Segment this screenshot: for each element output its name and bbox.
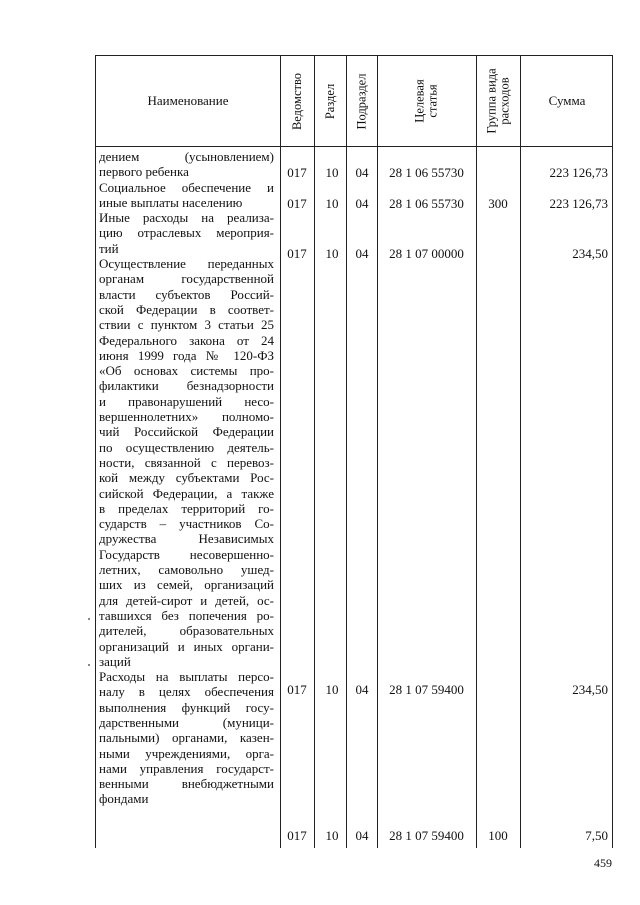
row5-razdel: 10 [325, 828, 339, 843]
name-line: иные выплаты населению [99, 194, 243, 210]
row5-celevaya: 28 1 07 59400 [389, 828, 464, 843]
table-left-border [95, 55, 96, 848]
row4-razdel: 10 [325, 682, 339, 697]
name-line: тий [99, 240, 119, 256]
header-name-label: Наименование [147, 93, 229, 108]
page-number: 459 [594, 856, 612, 870]
table-right-border [612, 55, 613, 848]
header-vedomstvo-label: Ведомство [290, 72, 304, 130]
name-line: Социальное обеспечение и [99, 179, 274, 195]
row3-summa: 234,50 [572, 246, 608, 261]
col-divider-name [280, 55, 281, 848]
row2-podrazdel: 04 [355, 196, 369, 211]
name-line: и правонарушений несо- [99, 393, 274, 409]
row5-summa: 7,50 [585, 828, 608, 843]
name-line: дением (усыновлением) [99, 149, 274, 164]
row2-celevaya: 28 1 06 55730 [389, 196, 464, 211]
name-line: выполнения функций госу- [99, 699, 274, 715]
name-line: организаций и иных органи- [99, 638, 274, 654]
col-divider-pod [377, 55, 378, 848]
name-line: в пределах территорий го- [99, 500, 274, 516]
scan-speck [88, 664, 90, 666]
name-line: Федерального закона от 24 [99, 332, 274, 348]
row3-razdel: 10 [325, 246, 339, 261]
row5-podrazdel: 04 [355, 828, 369, 843]
name-line: Государств несовершенно- [99, 546, 274, 562]
name-line: для детей-сирот и детей, ос- [99, 592, 274, 608]
row2-gruppa: 300 [488, 196, 508, 211]
col-divider-cel [476, 55, 477, 848]
name-line: Иные расходы на реализа- [99, 210, 274, 226]
name-line: цию отраслевых мероприя- [99, 225, 274, 241]
row4-podrazdel: 04 [355, 682, 369, 697]
header-summa [522, 56, 612, 146]
name-line: венными внебюджетными [99, 776, 274, 792]
col-divider-ved [314, 55, 315, 848]
header-podrazdel-label: Подраздел [354, 73, 369, 129]
name-line: дителей, образовательных [99, 623, 274, 639]
name-line: сийской Федерации, а также [99, 485, 274, 501]
name-line: нами управления государст- [99, 760, 274, 776]
header-celevaya-line2: статья [426, 84, 440, 118]
header-podrazdel [347, 56, 377, 146]
row4-summa: 234,50 [572, 682, 608, 697]
name-line: по осуществлению деятель- [99, 439, 274, 455]
name-line: вершеннолетних» полномо- [99, 409, 274, 425]
row5-vedomstvo: 017 [287, 828, 307, 843]
header-summa-label: Сумма [548, 93, 586, 108]
scan-speck [88, 618, 90, 620]
name-line: органам государственной [99, 271, 274, 287]
name-line: ствии с пунктом 3 статьи 25 [99, 317, 274, 333]
row1-celevaya: 28 1 06 55730 [389, 165, 464, 180]
row1-summa: 223 126,73 [549, 165, 608, 180]
name-line: летних, самовольно ушед- [99, 562, 274, 578]
row1-razdel: 10 [325, 165, 339, 180]
name-line: филактики безнадзорности [99, 378, 274, 394]
row1-podrazdel: 04 [355, 165, 369, 180]
name-line: «Об основах системы про- [99, 363, 274, 379]
header-gruppa-line1: Группа вида [484, 68, 499, 134]
name-line: пальными) органами, казен- [99, 730, 274, 746]
name-line: ности, связанной с перевоз- [99, 454, 274, 470]
header-gruppa-text [486, 68, 512, 133]
name-line: первого ребенка [99, 164, 189, 180]
header-gruppa-line2: расходов [497, 77, 512, 125]
name-line: дарственными (муници- [99, 714, 274, 730]
name-line: ших из семей, организаций [99, 577, 274, 593]
row2-vedomstvo: 017 [287, 196, 307, 211]
name-line: Осуществление переданных [99, 256, 274, 272]
header-celevaya-text [414, 79, 440, 122]
name-line: чий Российской Федерации [99, 424, 274, 440]
name-line: заций [99, 653, 131, 669]
row3-celevaya: 28 1 07 00000 [389, 246, 464, 261]
name-line: июня 1999 года № 120-ФЗ [99, 347, 274, 363]
header-razdel [315, 56, 346, 146]
name-line: налу в целях обеспечения [99, 684, 274, 700]
row4-celevaya: 28 1 07 59400 [389, 682, 464, 697]
header-gruppa [477, 56, 520, 146]
header-name [96, 56, 280, 146]
name-line: дружества Независимых [99, 531, 274, 547]
name-line: фондами [99, 791, 149, 807]
name-line: власти субъектов Россий- [99, 286, 274, 302]
header-vedomstvo [281, 56, 314, 146]
name-line: Расходы на выплаты персо- [99, 669, 274, 685]
name-line: ными учреждениями, орга- [99, 745, 274, 761]
header-bottom-border [95, 146, 613, 147]
name-line: сударств – участников Со- [99, 516, 274, 532]
name-column-text [99, 149, 274, 807]
row4-vedomstvo: 017 [287, 682, 307, 697]
header-celevaya-line1: Целевая [413, 79, 427, 123]
row3-podrazdel: 04 [355, 246, 369, 261]
name-line: кой между субъектами Рос- [99, 470, 274, 486]
header-razdel-label: Раздел [323, 83, 338, 119]
row2-summa: 223 126,73 [549, 196, 608, 211]
name-line: тавшихся без попечения ро- [99, 607, 274, 623]
row2-razdel: 10 [325, 196, 339, 211]
row1-vedomstvo: 017 [287, 165, 307, 180]
name-line: ской Федерации в соответ- [99, 301, 274, 317]
row3-vedomstvo: 017 [287, 246, 307, 261]
header-celevaya [378, 56, 476, 146]
row5-gruppa: 100 [488, 828, 508, 843]
